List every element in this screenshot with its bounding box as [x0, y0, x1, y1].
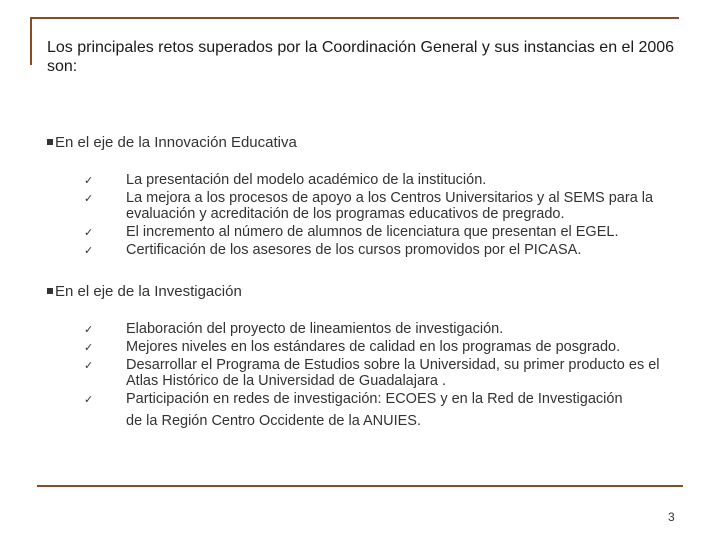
- slide-title: Los principales retos superados por la Coordinación General y sus instancias en el 2006 son:: [47, 39, 675, 75]
- list-item-text: Participación en redes de investigación: ECOES y en la Red de Investigación: [126, 391, 623, 407]
- list-item: [0, 357, 686, 389]
- list-item-text: El incremento al número de alumnos de licenciatura que presentan el EGEL.: [126, 224, 619, 240]
- list-item-text: La presentación del modelo académico de la institución.: [126, 172, 487, 188]
- square-bullet-icon: [47, 139, 53, 145]
- list-item-continuation: de la Región Centro Occidente de la ANUIES.: [126, 413, 421, 429]
- list-item-text: La mejora a los procesos de apoyo a los Centros Universitarios y al SEMS para la evaluación y acreditación de los programas educativos de pregrado.: [126, 190, 654, 222]
- frame-bottom-rule: [37, 485, 683, 487]
- section-heading-label: En el eje de la Investigación: [55, 283, 242, 300]
- frame-left-rule: [30, 17, 32, 65]
- checkmark-icon: ✓: [84, 341, 94, 354]
- checkmark-icon: ✓: [84, 192, 94, 205]
- list-item: [0, 172, 686, 188]
- list-item-text: Certificación de los asesores de los cursos promovidos por el PICASA.: [126, 242, 582, 258]
- list-item: [0, 321, 686, 337]
- innovation-list: [0, 172, 686, 260]
- square-bullet-icon: [47, 288, 53, 294]
- section-heading-research: [47, 283, 242, 301]
- list-item-text: Desarrollar el Programa de Estudios sobre la Universidad, su primer producto es el Atlas Histórico de la Universidad de Guadalajara .: [126, 357, 660, 389]
- checkmark-icon: ✓: [84, 323, 94, 336]
- checkmark-icon: ✓: [84, 226, 94, 239]
- list-item: [0, 224, 686, 240]
- checkmark-icon: ✓: [84, 244, 94, 257]
- list-item: [0, 242, 686, 258]
- frame-top-rule: [30, 17, 679, 19]
- research-list: [0, 321, 686, 431]
- checkmark-icon: ✓: [84, 393, 94, 406]
- list-item-text: Mejores niveles en los estándares de calidad en los programas de posgrado.: [126, 339, 621, 355]
- section-heading-label: En el eje de la Innovación Educativa: [55, 134, 297, 151]
- list-item: [0, 339, 686, 355]
- list-item: [0, 391, 686, 429]
- checkmark-icon: ✓: [84, 359, 94, 372]
- list-item: [0, 190, 686, 222]
- checkmark-icon: ✓: [84, 174, 94, 187]
- list-item-text: Elaboración del proyecto de lineamientos de investigación.: [126, 321, 504, 337]
- section-heading-innovation: [47, 134, 297, 152]
- page-number: 3: [668, 510, 675, 524]
